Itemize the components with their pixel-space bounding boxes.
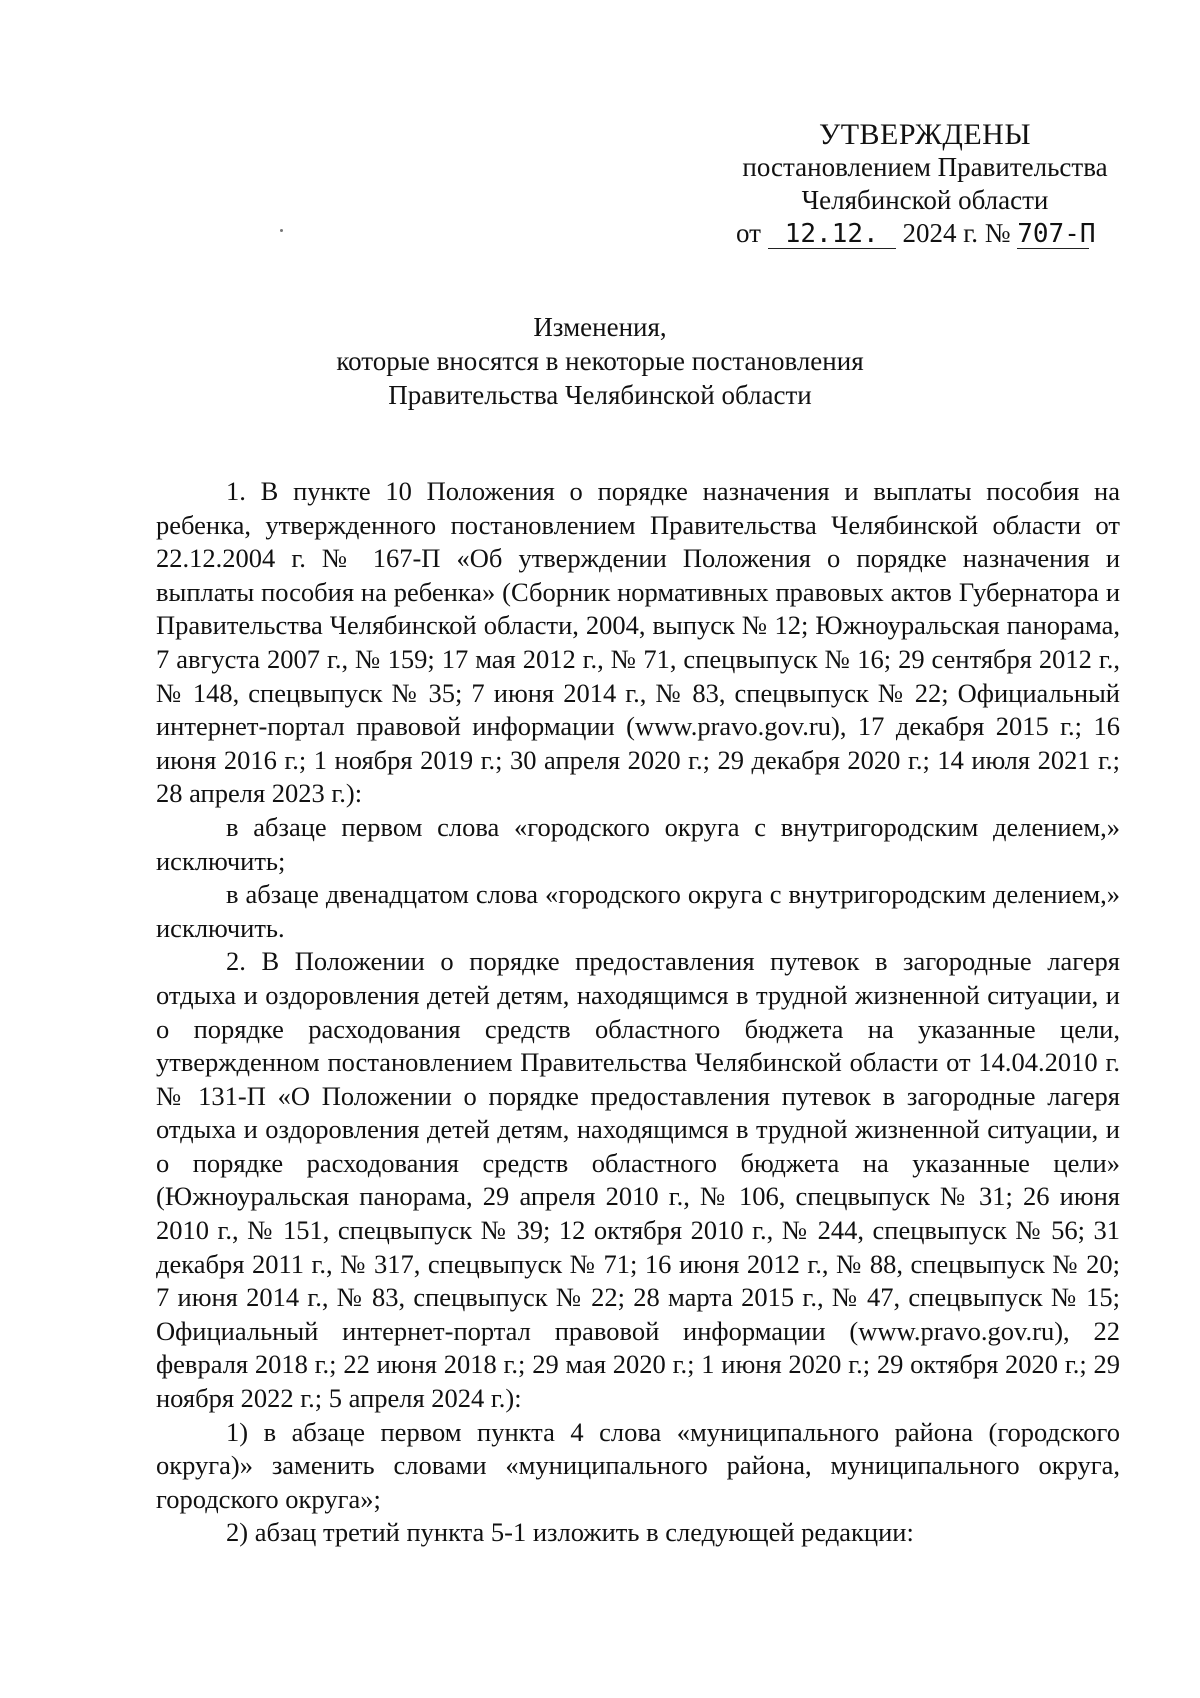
paragraph-2: в абзаце первом слова «городского округа с внутригородским делением,» исключить; bbox=[156, 811, 1120, 876]
scan-speck bbox=[280, 229, 283, 232]
title-line-3: Правительства Челябинской области bbox=[388, 380, 812, 410]
approval-block bbox=[720, 118, 1130, 250]
paragraph-6: 2) абзац третий пункта 5-1 изложить в следующей редакции: bbox=[226, 1517, 914, 1548]
title-line-2: которые вносятся в некоторые постановления bbox=[336, 346, 864, 376]
approval-line-2: Челябинской области bbox=[801, 185, 1049, 215]
paragraph-4: 2. В Положении о порядке предоставления путевок в загородные лагеря отдыха и оздоровления детей детям, находящимся в трудной жизненной ситуации, и о порядке расходования средств областного бюджета на указанные цели, утвержденном постановлением Правительства Челябинской области от 14.04.2010 г. № 131-П «О Положении о порядке предоставления путевок в загородные лагеря отдыха и оздоровления детей детям, находящимся в трудной жизненной ситуации, и о порядке расходования средств областного бюджета на указанные цели» (Южноуральская панорама, 29 апреля 2010 г., № 106, спецвыпуск № 31; 26 июня 2010 г., № 151, спецвыпуск № 39; 12 октября 2010 г., № 244, спецвыпуск № 56; 31 декабря 2011 г., № 317, спецвыпуск № 71; 16 июня 2012 г., № 88, спецвыпуск № 20; 7 июня 2014 г., № 83, спецвыпуск № 22; 28 марта 2015 г., № 47, спецвыпуск № 15; Официальный интернет-портал правовой информации (www.pravo.gov.ru), 22 февраля 2018 г.; 22 июня 2018 г.; 29 мая 2020 г.; 1 июня 2020 г.; 29 октября 2020 г.; 29 ноября 2022 г.; 5 апреля 2024 г.): bbox=[156, 946, 1120, 1414]
year-number-label: 2024 г. № bbox=[902, 218, 1011, 248]
document-body bbox=[156, 475, 1120, 1550]
paragraph-5: 1) в абзаце первом пункта 4 слова «муниципального района (городского округа)» заменить словами «муниципального района, муниципального округа, городского округа»; bbox=[156, 1416, 1120, 1514]
paragraph-1: 1. В пункте 10 Положения о порядке назначения и выплаты пособия на ребенка, утвержденного постановлением Правительства Челябинской области от 22.12.2004 г. № 167-П «Об утверждении Положения о порядке назначения и выплаты пособия на ребенка» (Сборник нормативных правовых актов Губернатора и Правительства Челябинской области, 2004, выпуск № 12; Южноуральская панорама, 7 августа 2007 г., № 159; 17 мая 2012 г., № 71, спецвыпуск № 16; 29 сентября 2012 г., № 148, спецвыпуск № 35; 7 июня 2014 г., № 83, спецвыпуск № 22; Официальный интернет-портал правовой информации (www.pravo.gov.ru), 17 декабря 2015 г.; 16 июня 2016 г.; 1 ноября 2019 г.; 30 апреля 2020 г.; 29 декабря 2020 г.; 14 июля 2021 г.; 28 апреля 2023 г.): bbox=[156, 476, 1120, 809]
approval-date-row bbox=[720, 217, 1130, 250]
approval-line-1: постановлением Правительства bbox=[742, 152, 1108, 182]
approval-number-field: 707-П bbox=[1017, 219, 1096, 249]
from-label: от bbox=[736, 218, 761, 248]
approval-date-field: 12.12. bbox=[768, 220, 896, 249]
approval-heading: УТВЕРЖДЕНЫ bbox=[818, 118, 1032, 151]
document-title bbox=[0, 310, 1200, 412]
title-line-1: Изменения, bbox=[533, 312, 667, 342]
paragraph-3: в абзаце двенадцатом слова «городского округа с внутригородским делением,» исключить. bbox=[156, 879, 1120, 943]
